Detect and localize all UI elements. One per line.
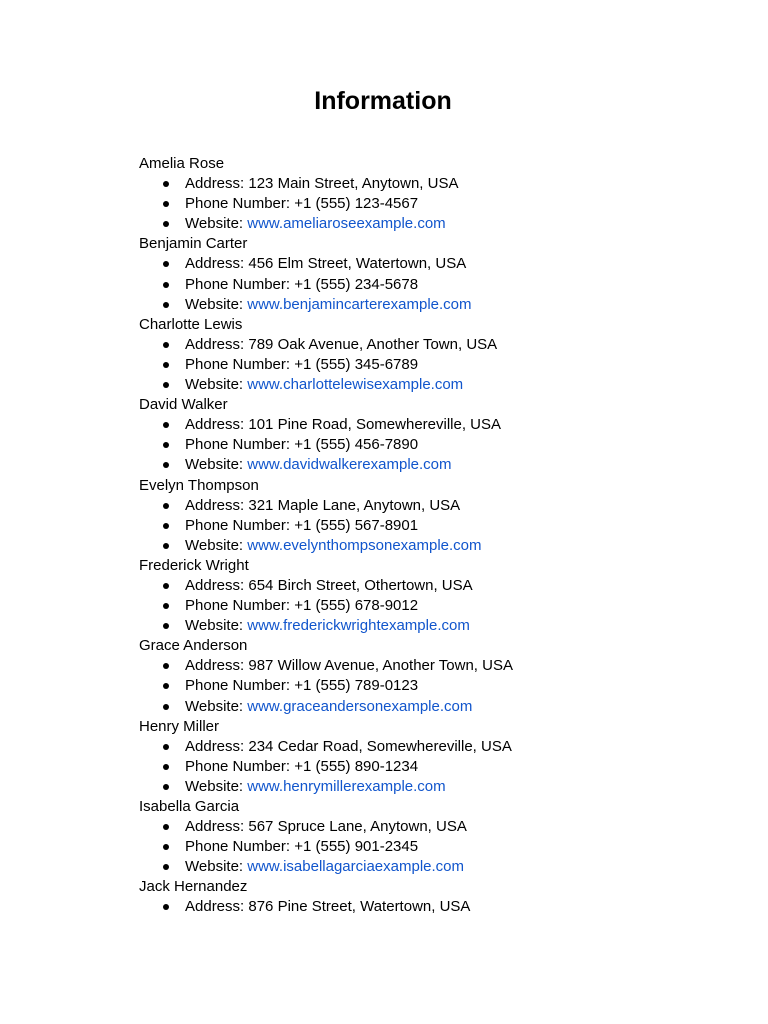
website-label: Website:	[185, 858, 248, 876]
bullet-icon	[163, 683, 169, 689]
address-value: 234 Cedar Road, Somewhereville, USA	[248, 737, 512, 755]
contact-name: Benjamin Carter	[139, 235, 248, 253]
address-item	[139, 576, 699, 596]
website-item	[139, 616, 699, 636]
bullet-icon	[163, 784, 169, 790]
phone-item	[139, 757, 699, 777]
website-label: Website:	[185, 536, 248, 554]
address-value: 876 Pine Street, Watertown, USA	[248, 898, 471, 916]
phone-label: Phone Number:	[185, 838, 295, 856]
contact-entry	[139, 636, 699, 716]
phone-item	[139, 435, 699, 455]
contact-details	[139, 415, 699, 475]
phone-item	[139, 837, 699, 857]
website-link[interactable]: www.charlottelewisexample.com	[247, 376, 464, 394]
address-label: Address:	[185, 255, 249, 273]
website-item	[139, 295, 699, 315]
phone-item	[139, 355, 699, 375]
bullet-icon	[163, 663, 169, 669]
address-label: Address:	[185, 898, 249, 916]
contact-entry	[139, 797, 699, 877]
website-link[interactable]: www.davidwalkerexample.com	[247, 456, 452, 474]
address-label: Address:	[185, 737, 249, 755]
address-label: Address:	[185, 818, 249, 836]
contact-details	[139, 496, 699, 556]
bullet-icon	[163, 302, 169, 308]
website-link[interactable]: www.ameliaroseexample.com	[247, 215, 446, 233]
contact-entry	[139, 717, 699, 797]
contact-entry	[139, 154, 699, 234]
bullet-icon	[163, 864, 169, 870]
bullet-icon	[163, 603, 169, 609]
website-item	[139, 455, 699, 475]
address-label: Address:	[185, 576, 249, 594]
bullet-icon	[163, 362, 169, 368]
address-item	[139, 335, 699, 355]
contact-entry	[139, 556, 699, 636]
website-link[interactable]: www.graceandersonexample.com	[247, 697, 473, 715]
phone-label: Phone Number:	[185, 436, 295, 454]
contact-details	[139, 174, 699, 234]
address-label: Address:	[185, 657, 249, 675]
bullet-icon	[163, 382, 169, 388]
address-label: Address:	[185, 496, 249, 514]
address-label: Address:	[185, 175, 249, 193]
bullet-icon	[163, 342, 169, 348]
phone-value: +1 (555) 123-4567	[294, 195, 419, 213]
phone-label: Phone Number:	[185, 677, 295, 695]
address-item	[139, 496, 699, 516]
contact-entry	[139, 315, 699, 395]
contact-name: David Walker	[139, 396, 228, 414]
contact-name: Evelyn Thompson	[139, 476, 259, 494]
contact-entry	[139, 476, 699, 556]
address-value: 654 Birch Street, Othertown, USA	[248, 576, 473, 594]
address-value: 789 Oak Avenue, Another Town, USA	[248, 335, 498, 353]
address-value: 123 Main Street, Anytown, USA	[248, 175, 459, 193]
phone-item	[139, 516, 699, 536]
website-label: Website:	[185, 617, 248, 635]
website-item	[139, 375, 699, 395]
contact-list	[139, 154, 699, 918]
phone-label: Phone Number:	[185, 516, 295, 534]
bullet-icon	[163, 623, 169, 629]
bullet-icon	[163, 221, 169, 227]
phone-value: +1 (555) 567-8901	[294, 516, 419, 534]
phone-value: +1 (555) 789-0123	[294, 677, 419, 695]
phone-value: +1 (555) 234-5678	[294, 275, 419, 293]
bullet-icon	[163, 282, 169, 288]
bullet-icon	[163, 904, 169, 910]
page-title: Information	[314, 87, 452, 115]
website-link[interactable]: www.evelynthompsonexample.com	[247, 536, 482, 554]
contact-name: Henry Miller	[139, 717, 220, 735]
website-label: Website:	[185, 777, 248, 795]
bullet-icon	[163, 503, 169, 509]
contact-entry	[139, 395, 699, 475]
contact-name: Grace Anderson	[139, 637, 248, 655]
contact-details	[139, 817, 699, 877]
bullet-icon	[163, 824, 169, 830]
phone-value: +1 (555) 456-7890	[294, 436, 419, 454]
website-link[interactable]: www.henrymillerexample.com	[247, 777, 446, 795]
website-label: Website:	[185, 215, 248, 233]
website-label: Website:	[185, 456, 248, 474]
bullet-icon	[163, 462, 169, 468]
bullet-icon	[163, 543, 169, 549]
phone-value: +1 (555) 678-9012	[294, 597, 419, 615]
contact-details	[139, 656, 699, 716]
phone-value: +1 (555) 901-2345	[294, 838, 419, 856]
contact-details	[139, 737, 699, 797]
phone-label: Phone Number:	[185, 355, 295, 373]
website-link[interactable]: www.benjamincarterexample.com	[247, 295, 472, 313]
phone-label: Phone Number:	[185, 757, 295, 775]
website-item	[139, 697, 699, 717]
contact-entry	[139, 877, 699, 917]
phone-item	[139, 676, 699, 696]
phone-value: +1 (555) 345-6789	[294, 355, 419, 373]
bullet-icon	[163, 744, 169, 750]
phone-label: Phone Number:	[185, 597, 295, 615]
website-item	[139, 777, 699, 797]
address-item	[139, 415, 699, 435]
address-item	[139, 737, 699, 757]
contact-details	[139, 576, 699, 636]
bullet-icon	[163, 764, 169, 770]
contact-name: Jack Hernandez	[139, 878, 248, 896]
address-item	[139, 254, 699, 274]
bullet-icon	[163, 442, 169, 448]
bullet-icon	[163, 844, 169, 850]
contact-details	[139, 897, 699, 917]
address-value: 456 Elm Street, Watertown, USA	[248, 255, 467, 273]
phone-value: +1 (555) 890-1234	[294, 757, 419, 775]
website-item	[139, 536, 699, 556]
bullet-icon	[163, 201, 169, 207]
contact-entry	[139, 234, 699, 314]
address-item	[139, 656, 699, 676]
phone-item	[139, 275, 699, 295]
address-item	[139, 817, 699, 837]
bullet-icon	[163, 523, 169, 529]
address-value: 321 Maple Lane, Anytown, USA	[248, 496, 461, 514]
address-item	[139, 897, 699, 917]
contact-name: Isabella Garcia	[139, 798, 240, 815]
website-item	[139, 214, 699, 234]
website-link[interactable]: www.frederickwrightexample.com	[247, 617, 470, 635]
bullet-icon	[163, 422, 169, 428]
contact-name: Frederick Wright	[139, 556, 249, 574]
address-value: 101 Pine Road, Somewhereville, USA	[248, 416, 502, 434]
bullet-icon	[163, 181, 169, 187]
phone-label: Phone Number:	[185, 195, 295, 213]
address-label: Address:	[185, 416, 249, 434]
contact-details	[139, 254, 699, 314]
address-value: 567 Spruce Lane, Anytown, USA	[248, 818, 467, 836]
contact-name: Amelia Rose	[139, 155, 225, 172]
website-item	[139, 857, 699, 877]
phone-item	[139, 194, 699, 214]
bullet-icon	[163, 704, 169, 710]
website-label: Website:	[185, 376, 248, 394]
contact-details	[139, 335, 699, 395]
phone-item	[139, 596, 699, 616]
bullet-icon	[163, 261, 169, 267]
address-label: Address:	[185, 335, 249, 353]
bullet-icon	[163, 583, 169, 589]
contact-name: Charlotte Lewis	[139, 315, 243, 333]
address-value: 987 Willow Avenue, Another Town, USA	[248, 657, 513, 675]
website-label: Website:	[185, 697, 248, 715]
website-link[interactable]: www.isabellagarciaexample.com	[247, 858, 465, 876]
phone-label: Phone Number:	[185, 275, 295, 293]
address-item	[139, 174, 699, 194]
website-label: Website:	[185, 295, 248, 313]
